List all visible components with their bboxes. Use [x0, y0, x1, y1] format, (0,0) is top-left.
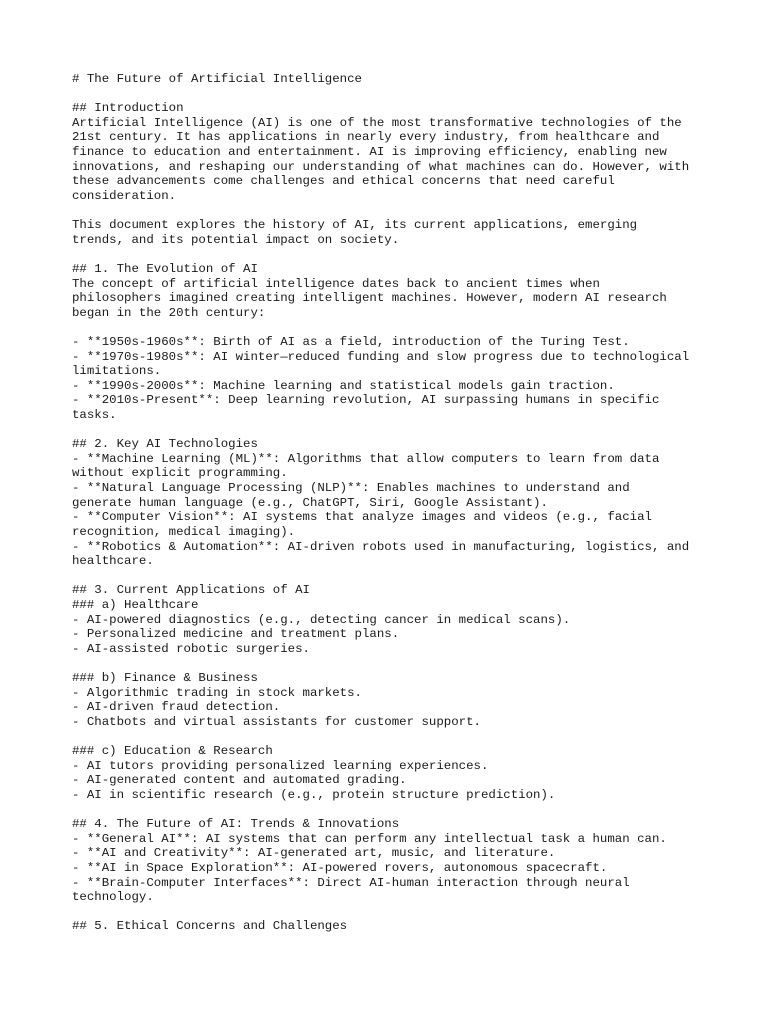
text-line: limitations. — [72, 364, 162, 379]
list-item: - **Robotics & Automation**: AI-driven robots used in manufacturing, logistics, and — [72, 539, 690, 554]
text-line: these advancements come challenges and ethical concerns that need careful — [72, 174, 615, 189]
subsection-heading: ### c) Education & Research — [72, 744, 273, 759]
blank-line — [72, 656, 712, 671]
list-item: - **1990s-2000s**: Machine learning and statistical models gain traction. — [72, 378, 615, 393]
text-line: recognition, medical imaging). — [72, 524, 296, 539]
blank-line — [72, 569, 712, 584]
document-body — [72, 72, 712, 934]
list-item: - Chatbots and virtual assistants for customer support. — [72, 714, 481, 729]
list-item: - **AI and Creativity**: AI-generated art, music, and literature. — [72, 846, 556, 861]
list-item: - AI-assisted robotic surgeries. — [72, 641, 310, 656]
list-item: - AI-powered diagnostics (e.g., detecting cancer in medical scans). — [72, 612, 571, 627]
blank-line — [72, 87, 712, 102]
section-heading: ## Introduction — [72, 101, 184, 116]
list-item: - **Natural Language Processing (NLP)**: Enables machines to understand and — [72, 481, 630, 496]
list-item: - **1950s-1960s**: Birth of AI as a field, introduction of the Turing Test. — [72, 334, 630, 349]
text-line: consideration. — [72, 188, 177, 203]
text-line: Artificial Intelligence (AI) is one of the most transformative technologies of the — [72, 115, 682, 130]
text-line: philosophers imagined creating intelligent machines. However, modern AI research — [72, 291, 667, 306]
list-item: - AI-driven fraud detection. — [72, 700, 281, 715]
text-line: without explicit programming. — [72, 466, 288, 481]
blank-line — [72, 203, 712, 218]
list-item: - **General AI**: AI systems that can perform any intellectual task a human can. — [72, 831, 667, 846]
text-line: generate human language (e.g., ChatGPT, Siri, Google Assistant). — [72, 495, 548, 510]
subsection-heading: ### a) Healthcare — [72, 597, 199, 612]
text-line: innovations, and reshaping our understanding of what machines can do. However, with — [72, 159, 690, 174]
list-item: - AI-generated content and automated grading. — [72, 773, 407, 788]
list-item: - **AI in Space Exploration**: AI-powered rovers, autonomous spacecraft. — [72, 860, 608, 875]
text-line: tasks. — [72, 408, 117, 423]
section-heading: ## 1. The Evolution of AI — [72, 261, 258, 276]
blank-line — [72, 423, 712, 438]
blank-line — [72, 729, 712, 744]
text-line: The concept of artificial intelligence dates back to ancient times when — [72, 276, 600, 291]
list-item: - AI tutors providing personalized learning experiences. — [72, 758, 489, 773]
blank-line — [72, 802, 712, 817]
list-item: - **1970s-1980s**: AI winter—reduced funding and slow progress due to technological — [72, 349, 690, 364]
text-line: This document explores the history of AI, its current applications, emerging — [72, 218, 638, 233]
text-line: technology. — [72, 890, 154, 905]
section-heading: ## 5. Ethical Concerns and Challenges — [72, 919, 348, 934]
blank-line — [72, 247, 712, 262]
text-line: healthcare. — [72, 554, 154, 569]
text-line: finance to education and entertainment. AI is improving efficiency, enabling new — [72, 145, 667, 160]
text-line: began in the 20th century: — [72, 305, 266, 320]
section-heading: ## 3. Current Applications of AI — [72, 583, 310, 598]
document-title: # The Future of Artificial Intelligence — [72, 72, 362, 86]
list-item: - **2010s-Present**: Deep learning revolution, AI surpassing humans in specific — [72, 393, 660, 408]
list-item: - **Machine Learning (ML)**: Algorithms that allow computers to learn from data — [72, 451, 660, 466]
list-item: - AI in scientific research (e.g., protein structure prediction). — [72, 787, 556, 802]
text-line: 21st century. It has applications in nearly every industry, from healthcare and — [72, 130, 660, 145]
section-heading: ## 4. The Future of AI: Trends & Innovations — [72, 817, 400, 832]
blank-line — [72, 320, 712, 335]
list-item: - Algorithmic trading in stock markets. — [72, 685, 362, 700]
section-heading: ## 2. Key AI Technologies — [72, 437, 258, 452]
blank-line — [72, 905, 712, 920]
list-item: - **Brain-Computer Interfaces**: Direct AI-human interaction through neural — [72, 875, 630, 890]
subsection-heading: ### b) Finance & Business — [72, 670, 258, 685]
text-line: trends, and its potential impact on society. — [72, 232, 400, 247]
list-item: - **Computer Vision**: AI systems that analyze images and videos (e.g., facial — [72, 510, 652, 525]
list-item: - Personalized medicine and treatment plans. — [72, 627, 400, 642]
